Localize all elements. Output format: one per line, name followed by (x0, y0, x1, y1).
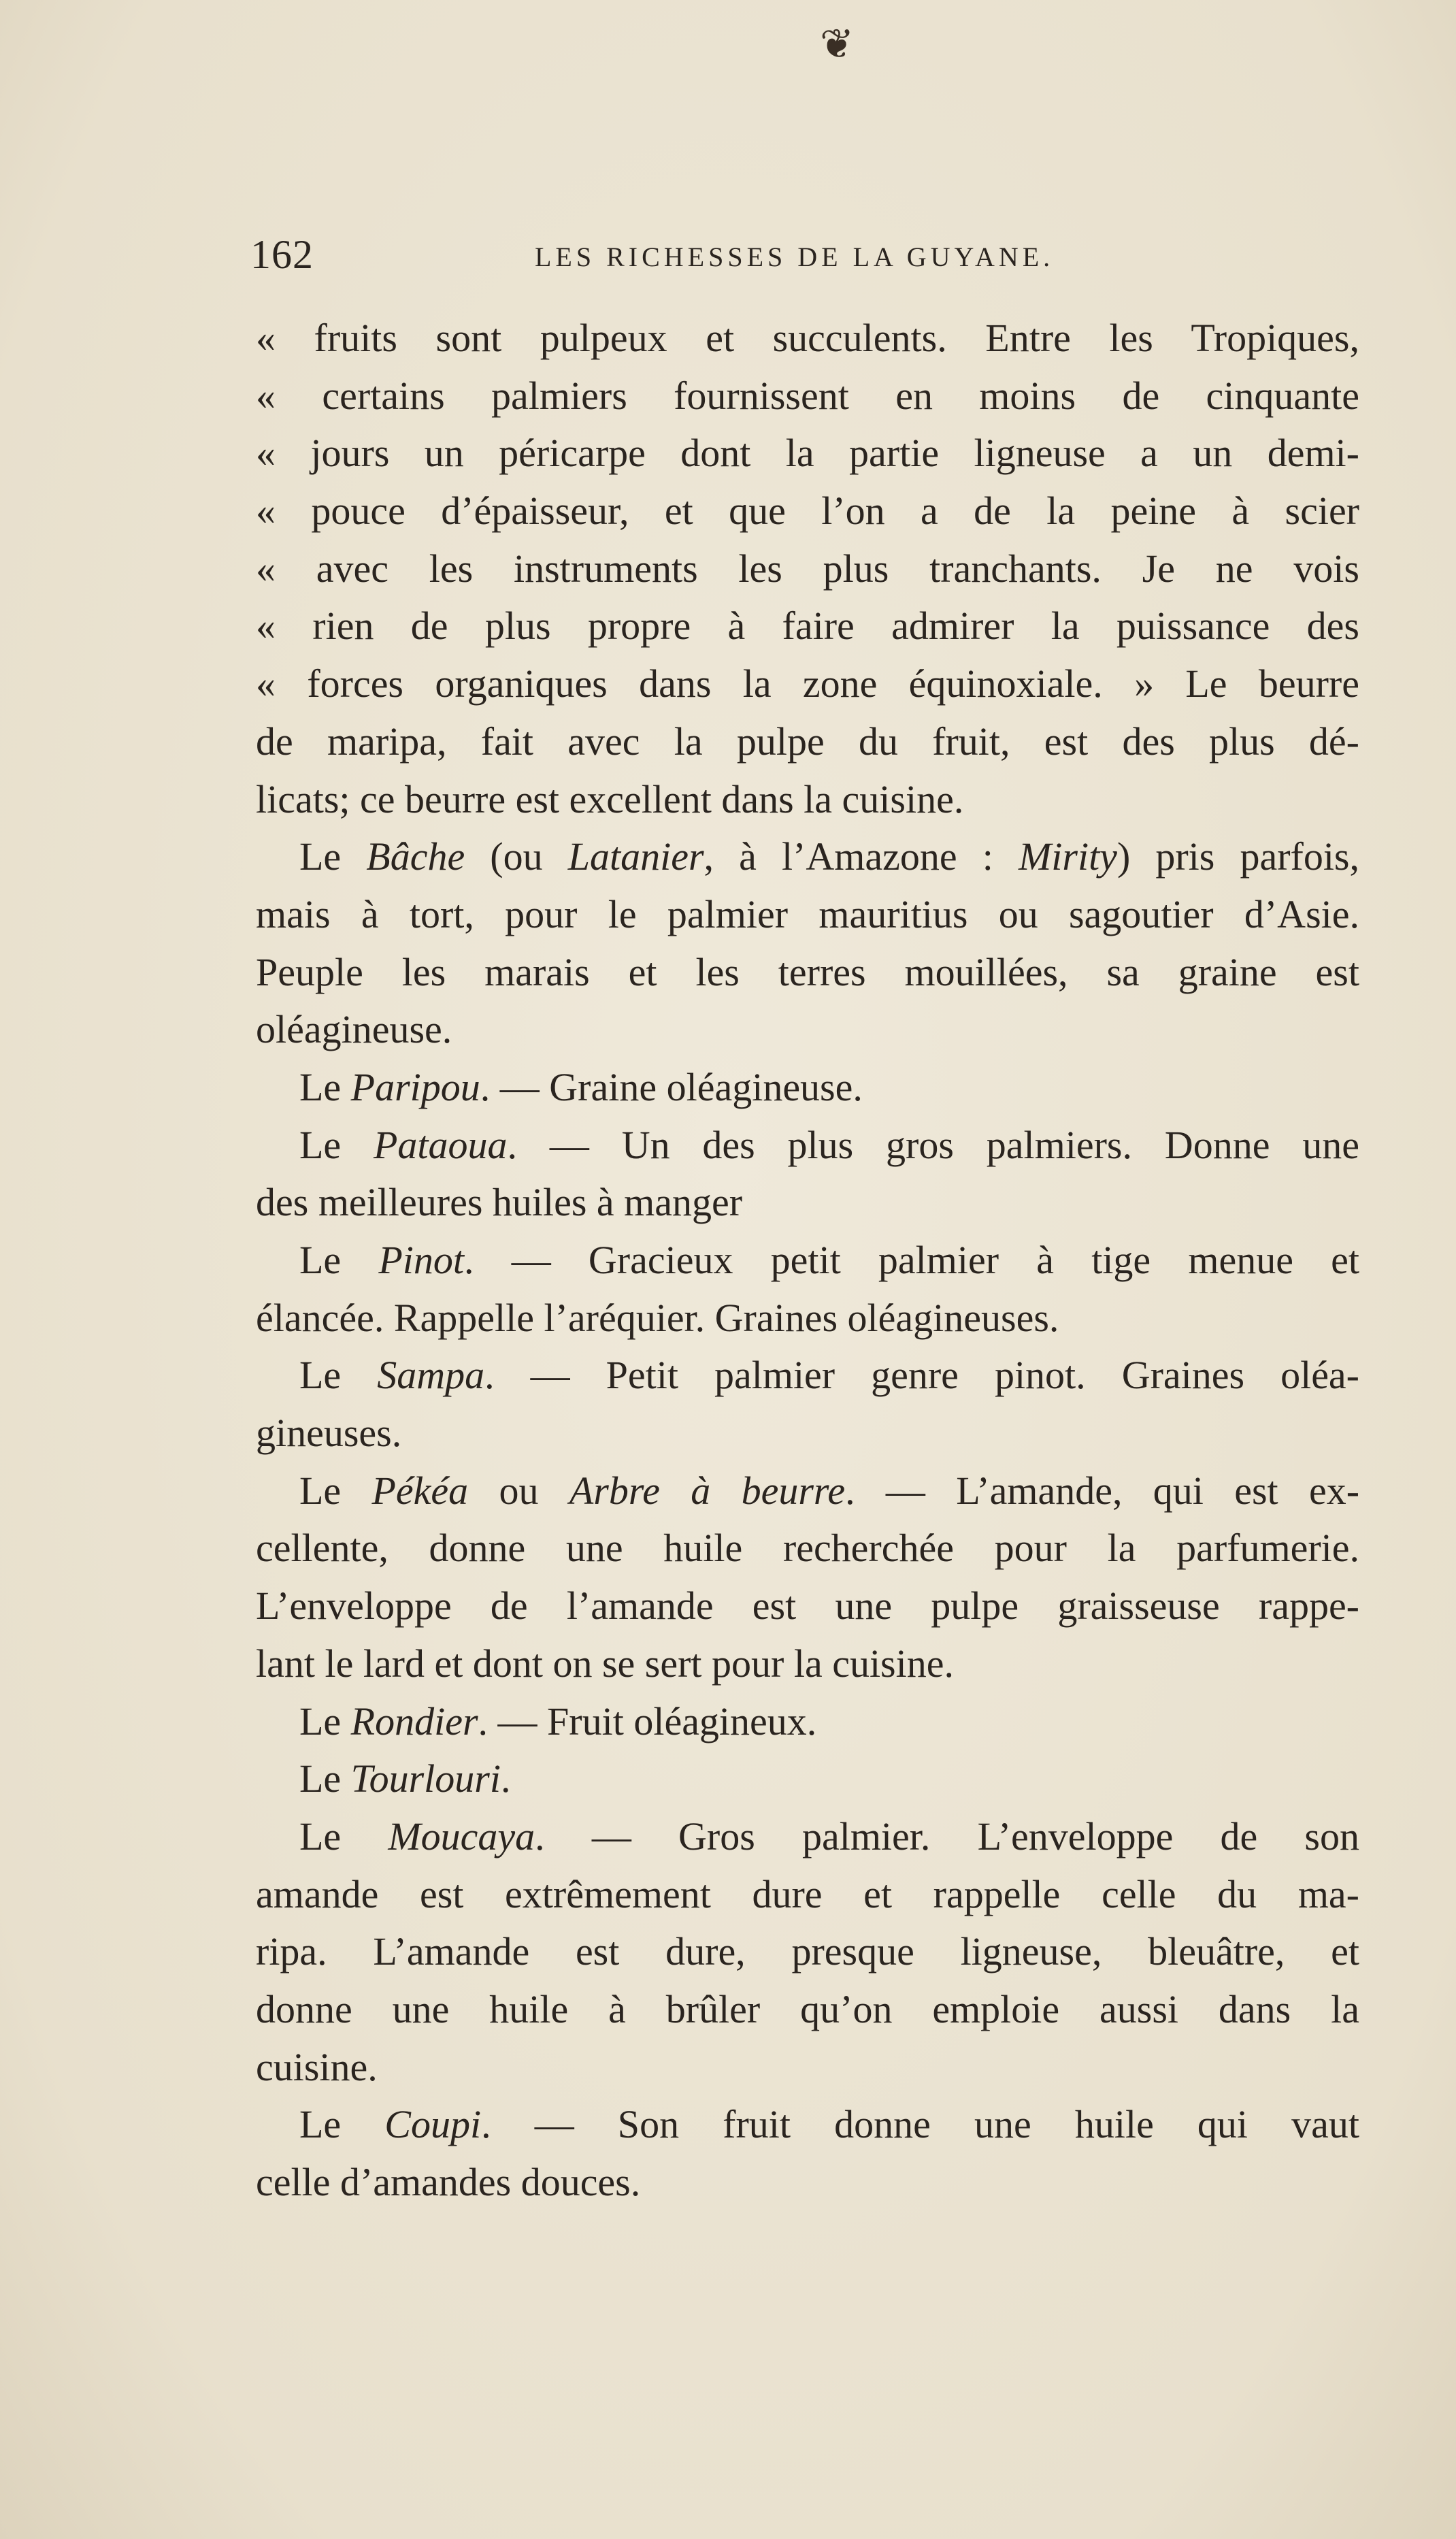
text-segment: gineuses. (256, 1411, 402, 1456)
text-segment: Le (299, 1122, 374, 1167)
text-segment: . — Gracieux petit palmier à tige menue et (464, 1238, 1360, 1282)
text-segment: Le (299, 1468, 372, 1513)
italic-term: Sampa (377, 1353, 485, 1398)
italic-term: Arbre à beurre (569, 1468, 846, 1513)
text-segment: donne une huile à brûler qu’on emploie aussi dans la (256, 1986, 1359, 2031)
italic-term: Paripou (350, 1064, 480, 1109)
text-line (256, 828, 1359, 886)
italic-term: Pinot (378, 1238, 465, 1282)
text-segment: ou (468, 1468, 569, 1513)
italic-term: Moucaya (388, 1814, 535, 1858)
text-line (256, 1462, 1359, 1520)
page-body-text (256, 310, 1359, 2212)
text-segment: Le (299, 1064, 351, 1109)
italic-term: Pékéa (371, 1468, 469, 1513)
text-line (256, 1866, 1359, 1924)
text-segment: des meilleures huiles à manger (256, 1180, 743, 1225)
text-line (256, 1117, 1359, 1175)
text-segment: de maripa, fait avec la pulpe du fruit, est des plus dé- (256, 719, 1359, 764)
text-line (256, 771, 1359, 829)
text-line (256, 1923, 1359, 1981)
text-line (256, 713, 1359, 771)
fleuron-ornament-icon: ❦ (820, 22, 855, 67)
text-segment: amande est extrêmement dure et rappelle celle du ma- (256, 1871, 1359, 1916)
text-segment: Le (299, 1814, 388, 1858)
page-number: 162 (250, 232, 314, 277)
text-segment: ) pris parfois, (1116, 834, 1360, 879)
text-line (256, 367, 1359, 425)
italic-term: Coupi (384, 2102, 482, 2147)
text-segment: ripa. L’amande est dure, presque ligneuse, bleuâtre, et (256, 1929, 1359, 1974)
text-segment: celle d’amandes douces. (256, 2160, 641, 2204)
paragraph (256, 1693, 1359, 1751)
text-segment: « rien de plus propre à faire admirer la puissance des (256, 604, 1359, 649)
text-line (256, 1405, 1359, 1462)
text-segment: Le (299, 834, 367, 879)
text-line (256, 1001, 1359, 1059)
italic-term: Latanier (567, 834, 704, 879)
italic-term: Tourlouri (350, 1756, 501, 1801)
text-segment: « forces organiques dans la zone équinoxiale. » Le beurre (256, 661, 1359, 706)
italic-term: Pataoua (374, 1122, 508, 1167)
text-line (256, 2039, 1359, 2097)
text-line (256, 1635, 1359, 1693)
text-line (256, 1290, 1359, 1347)
text-segment: « pouce d’épaisseur, et que l’on a de la peine à scier (256, 489, 1359, 534)
text-segment: cellente, donne une huile recherchée pour la parfumerie. (256, 1526, 1359, 1571)
text-line (256, 1520, 1359, 1577)
paragraph (256, 1059, 1359, 1117)
text-line (256, 1577, 1359, 1635)
paragraph (256, 1347, 1359, 1462)
running-title: LES RICHESSES DE LA GUYANE. (535, 242, 1055, 272)
text-segment: « avec les instruments les plus tranchants. Je ne vois (256, 546, 1359, 591)
italic-term: Mirity (1018, 834, 1117, 879)
text-segment: licats; ce beurre est excellent dans la cuisine. (256, 776, 964, 821)
italic-term: Bâche (366, 834, 465, 879)
text-segment: , à l’Amazone : (704, 834, 1019, 879)
text-segment: . — Graine oléagineuse. (480, 1064, 863, 1109)
paragraph (256, 2096, 1359, 2211)
text-segment: . — Petit palmier genre pinot. Graines oléa- (484, 1353, 1359, 1398)
text-line (256, 1981, 1359, 2039)
text-segment: . — Fruit oléagineux. (478, 1699, 817, 1743)
paragraph (256, 1808, 1359, 2096)
text-segment: Le (299, 1353, 378, 1398)
text-line (256, 886, 1359, 944)
paragraph (256, 1462, 1359, 1693)
text-segment: lant le lard et dont on se sert pour la cuisine. (256, 1641, 954, 1686)
text-line (256, 2154, 1359, 2212)
text-segment: L’enveloppe de l’amande est une pulpe graisseuse rappe- (256, 1584, 1359, 1628)
text-segment: Peuple les marais et les terres mouillées, sa graine est (256, 949, 1359, 994)
text-line (256, 944, 1359, 1002)
text-line (256, 1347, 1359, 1405)
text-line (256, 655, 1359, 713)
text-line (256, 1750, 1359, 1808)
text-line (256, 1174, 1359, 1232)
text-line (256, 425, 1359, 482)
text-line (256, 1808, 1359, 1866)
running-header (250, 231, 1087, 279)
text-line (256, 1059, 1359, 1117)
text-segment: Le (299, 1699, 351, 1743)
text-segment: . — Son fruit donne une huile qui vaut (481, 2102, 1359, 2147)
text-segment: (ou (465, 834, 568, 879)
paragraph (256, 310, 1359, 828)
italic-term: Rondier (350, 1699, 478, 1743)
text-segment: . — Un des plus gros palmiers. Donne une (507, 1122, 1360, 1167)
text-segment: mais à tort, pour le palmier mauritius ou sagoutier d’Asie. (256, 891, 1359, 936)
paragraph (256, 1117, 1359, 1232)
paragraph (256, 1232, 1359, 1347)
text-segment: oléagineuse. (256, 1007, 452, 1052)
text-line (256, 2096, 1359, 2154)
text-segment: . — Gros palmier. L’enveloppe de son (535, 1814, 1360, 1858)
text-segment: « certains palmiers fournissent en moins de cinquante (256, 373, 1359, 418)
text-segment: . (500, 1756, 511, 1801)
text-line (256, 310, 1359, 367)
text-segment: Le (299, 1238, 379, 1282)
text-line (256, 1232, 1359, 1290)
text-segment: cuisine. (256, 2044, 378, 2089)
paragraph (256, 1750, 1359, 1808)
text-segment: « jours un péricarpe dont la partie ligneuse a un demi- (256, 431, 1359, 476)
text-segment: Le (299, 1756, 351, 1801)
text-line (256, 482, 1359, 540)
text-line (256, 540, 1359, 598)
paragraph (256, 828, 1359, 1059)
text-line (256, 1693, 1359, 1751)
text-line (256, 597, 1359, 655)
text-segment: « fruits sont pulpeux et succulents. Entre les Tropiques, (256, 316, 1359, 360)
text-segment: Le (299, 2102, 385, 2147)
text-segment: . — L’amande, qui est ex- (845, 1468, 1360, 1513)
text-segment: élancée. Rappelle l’aréquier. Graines oléagineuses. (256, 1295, 1059, 1340)
